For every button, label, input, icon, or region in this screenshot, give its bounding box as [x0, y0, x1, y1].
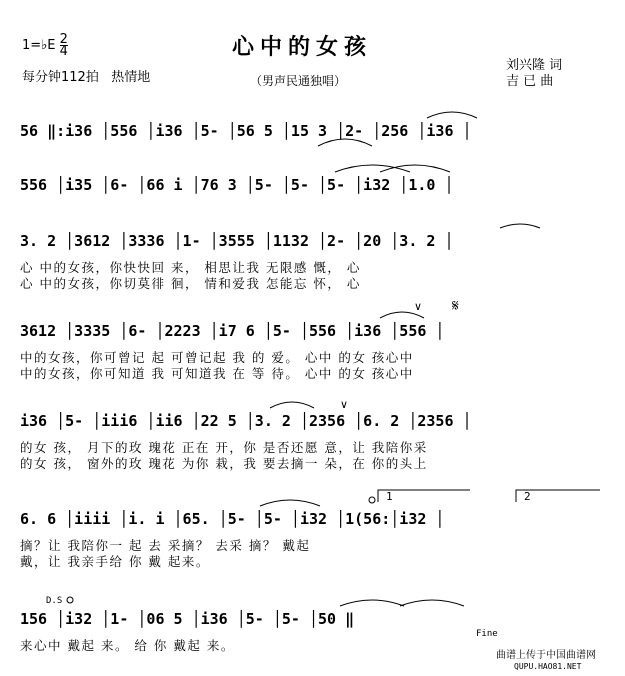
- notation-line-6: 6. 6 │iiii │i. i │65. │5- │5- │i32 │1(56:│i32 │: [20, 510, 445, 528]
- fine-mark: Fine: [476, 629, 498, 639]
- composer: 吉 已 曲: [506, 74, 554, 89]
- lyrics-line-5a: 的女 孩， 月下的玫 瑰花 正在 开，你 是否还愿 意，让 我陪你采: [20, 440, 428, 455]
- volta-1: 1: [386, 490, 393, 503]
- notation-line-4: 3612 │3335 │6- │2223 │i7 6 │5- │556 │i36 │556 │: [20, 322, 445, 340]
- ds-mark: D.S: [46, 596, 63, 606]
- lyrics-line-3b: 心 中的女孩，你切莫徘 徊， 情和爱我 怎能忘 怀， 心: [20, 276, 361, 291]
- key-label: 1=♭E: [22, 38, 56, 53]
- notation-line-3: 3. 2 │3612 │3336 │1- │3555 │1132 │2- │20 │3. 2 │: [20, 232, 454, 250]
- tie: [340, 600, 404, 606]
- breath-mark-1: ∨: [414, 300, 423, 313]
- time-bottom: 4: [59, 44, 68, 59]
- lyrics-line-3a: 心 中的女孩，你快快回 来， 相思让我 无限感 慨， 心: [20, 260, 361, 275]
- lyrics-line-7a: 来心中 戴起 来。 给 你 戴起 来。: [20, 638, 235, 653]
- volta-bracket-1: [378, 490, 470, 502]
- slur: [318, 139, 372, 146]
- segno-mark: 𝄋: [452, 296, 459, 315]
- tie: [260, 500, 320, 506]
- lyrics-line-5b: 的女 孩， 窗外的玫 瑰花 为你 栽，我 要去摘一 朵，在 你的头上: [20, 456, 428, 471]
- song-title: 心中的女孩: [232, 34, 373, 60]
- watermark-text: 曲谱上传于中国曲谱网: [496, 650, 596, 661]
- slur: [500, 224, 540, 228]
- time-top: 2: [59, 32, 68, 47]
- tie: [380, 312, 424, 318]
- coda-mark: [369, 497, 375, 503]
- coda-mark-ds: [67, 597, 73, 603]
- volta-2: 2: [524, 490, 531, 503]
- slur: [270, 402, 314, 408]
- notation-line-2: 556 │i35 │6- │66 i │76 3 │5- │5- │5- │i32 │1.0 │: [20, 176, 454, 194]
- mood: 热情地: [111, 70, 151, 85]
- tie: [400, 600, 464, 606]
- lyrics-line-4a: 中的女孩，你可曾记 起 可曾记起 我 的 爱。 心中 的女 孩心中: [20, 350, 414, 365]
- watermark-url: QUPU.HAO81.NET: [514, 662, 582, 671]
- notation-line-5: i36 │5- │iii6 │ii6 │22 5 │3. 2 │2356 │6. 2 │2356 │: [20, 412, 472, 430]
- lyrics-line-6b: 戴，让 我亲手给 你 戴 起来。: [20, 554, 210, 569]
- breath-mark-2: ∨: [340, 398, 349, 411]
- tie: [380, 165, 450, 172]
- volta-bracket-2: [516, 490, 600, 502]
- lyricist: 刘兴隆 词: [506, 58, 563, 73]
- song-subtitle: （男声民通独唱）: [250, 74, 347, 88]
- lyrics-line-4b: 中的女孩，你可知道 我 可知道我 在 等 待。 心中 的女 孩心中: [20, 366, 414, 381]
- lyrics-line-6a: 摘？让 我陪你一 起 去 采摘？ 去采 摘？ 戴起: [20, 538, 311, 553]
- tie: [427, 112, 477, 118]
- notation-line-1: 56 ‖:i36 │556 │i36 │5- │56 5 │15 3 │2- │256 │i36 │: [20, 122, 472, 140]
- tempo: 每分钟112拍: [22, 70, 99, 85]
- notation-line-7: 156 │i32 │1- │06 5 │i36 │5- │5- │50 ‖: [20, 610, 355, 628]
